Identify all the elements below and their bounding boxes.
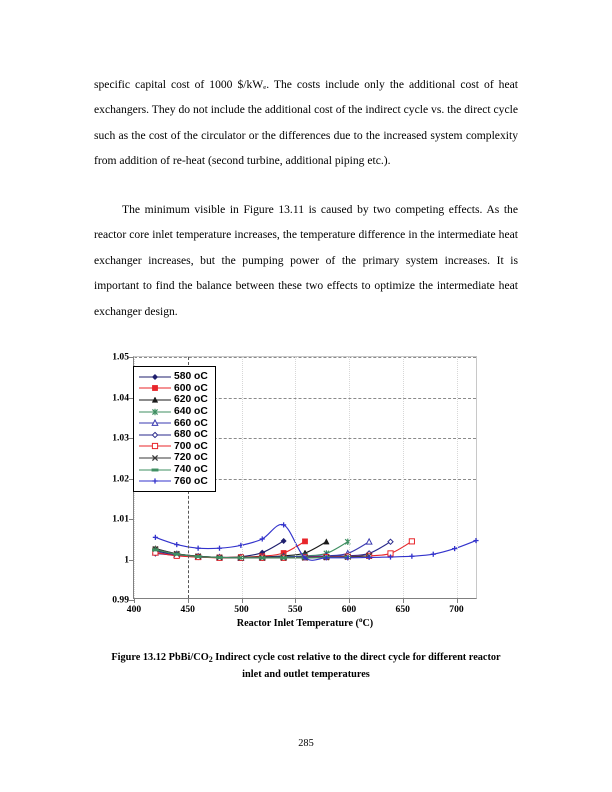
x-axis-tick-mark <box>349 598 350 603</box>
x-axis-tick-mark <box>403 598 404 603</box>
x-axis-tick-mark <box>242 598 243 603</box>
data-point-marker-star-x <box>152 408 157 414</box>
y-axis-tick-label: 1.04 <box>112 392 129 403</box>
legend-label: 760 oC <box>174 475 208 487</box>
data-point-marker-plus <box>431 552 436 557</box>
data-point-marker-filled-bar <box>216 556 222 559</box>
legend-item-640-oc <box>139 406 208 418</box>
x-axis-tick-label: 400 <box>126 604 142 615</box>
data-point-marker-plus <box>217 546 222 551</box>
legend-marker-icon <box>139 371 171 382</box>
body-paragraph-1 <box>94 72 518 174</box>
legend-item-720-oc <box>139 452 208 464</box>
x-axis-tick-label: 450 <box>180 604 195 615</box>
chart-container <box>87 342 527 632</box>
x-axis-label-text: Reactor Inlet Temperature ( <box>236 618 359 629</box>
legend-symbol <box>148 429 162 440</box>
x-axis-tick-mark <box>188 598 189 603</box>
x-axis-tick-label: 600 <box>341 604 357 615</box>
legend-marker-icon <box>139 452 171 463</box>
data-point-marker-filled-bar <box>195 555 201 558</box>
data-point-marker-open-square <box>152 444 157 449</box>
legend-item-600-oc <box>139 383 208 395</box>
data-point-marker-open-diamond <box>388 539 393 544</box>
figure-caption <box>94 650 518 682</box>
caption-part-a: Figure 13.12 PbBi/CO <box>111 652 209 663</box>
legend-marker-icon <box>139 418 171 429</box>
legend-symbol <box>148 383 162 394</box>
y-axis-tick-label: 0.99 <box>112 594 129 606</box>
legend-label: 640 oC <box>174 406 208 418</box>
data-point-marker-filled-square <box>152 386 157 391</box>
y-axis-tick-label: 1 <box>124 554 129 565</box>
gridline-vertical <box>242 357 243 598</box>
data-point-marker-open-square <box>409 539 414 544</box>
data-point-marker-filled-diamond <box>152 374 157 379</box>
legend-label: 740 oC <box>174 464 208 476</box>
gridline-horizontal <box>134 357 476 358</box>
data-point-marker-plus <box>153 535 158 540</box>
data-point-marker-x-cross <box>152 455 157 460</box>
legend-symbol <box>148 452 162 463</box>
x-axis-tick-label: 550 <box>288 604 303 615</box>
gridline-vertical <box>295 357 296 598</box>
data-point-marker-filled-diamond <box>281 538 286 543</box>
caption-subscript: 2 <box>208 655 213 664</box>
chart-legend <box>133 366 216 492</box>
data-point-marker-filled-bar <box>280 557 286 560</box>
x-axis-tick-mark <box>457 598 458 603</box>
x-axis-tick-mark <box>295 598 296 603</box>
data-point-marker-open-triangle <box>152 420 158 425</box>
legend-symbol <box>148 406 162 417</box>
body-paragraph-2 <box>94 197 518 324</box>
gridline-vertical <box>457 357 458 598</box>
legend-symbol <box>148 476 162 487</box>
legend-label: 580 oC <box>174 371 208 383</box>
legend-label: 600 oC <box>174 382 208 394</box>
data-point-marker-open-triangle <box>366 539 372 544</box>
data-point-marker-filled-bar <box>152 468 158 471</box>
page-number: 285 <box>298 738 314 749</box>
x-axis-tick-label: 500 <box>234 604 249 615</box>
y-axis-tick-label: 1.01 <box>112 513 129 525</box>
data-point-marker-filled-triangle <box>324 539 330 544</box>
legend-label: 720 oC <box>174 452 208 464</box>
x-axis-tick-label: 700 <box>449 604 464 615</box>
legend-item-680-oc <box>139 429 208 441</box>
legend-item-660-oc <box>139 417 208 429</box>
y-axis-tick-label: 1.03 <box>112 432 129 444</box>
gridline-vertical <box>349 357 350 598</box>
figure-13-12 <box>87 342 527 632</box>
legend-item-700-oc <box>139 441 208 453</box>
degree-symbol: o <box>358 616 363 624</box>
legend-item-760-oc <box>139 475 208 487</box>
legend-symbol <box>148 464 162 475</box>
data-point-marker-plus <box>152 479 157 484</box>
legend-item-740-oc <box>139 464 208 476</box>
data-point-marker-filled-triangle <box>152 397 158 402</box>
y-axis-tick-label: 1.05 <box>112 351 129 363</box>
legend-marker-icon <box>139 441 171 452</box>
legend-label: 680 oC <box>174 429 208 441</box>
gridline-vertical <box>403 357 404 598</box>
legend-label: 620 oC <box>174 394 208 406</box>
data-point-marker-plus <box>409 554 414 559</box>
legend-item-620-oc <box>139 394 208 406</box>
data-point-marker-open-diamond <box>152 432 157 437</box>
legend-label: 660 oC <box>174 417 208 429</box>
legend-marker-icon <box>139 464 171 475</box>
x-axis-label <box>133 616 477 629</box>
y-axis-tick-label: 1.02 <box>112 473 129 484</box>
legend-label: 700 oC <box>174 440 208 452</box>
figure-caption-line-2: inlet and outlet temperatures <box>242 669 370 680</box>
legend-symbol <box>148 441 162 452</box>
legend-marker-icon <box>139 429 171 440</box>
legend-symbol <box>148 394 162 405</box>
legend-item-580-oc <box>139 371 208 383</box>
paragraph-text: The minimum visible in Figure 13.11 is caused by two competing effects. As the reactor core inlet temperature increases, the temperature difference in the intermediate heat exchanger increases, but the pumping power of the primary system increases. It is important to find the balance between these two effects to optimize the intermediate heat exchanger design. <box>94 203 518 318</box>
x-axis-tick-label: 650 <box>395 604 410 615</box>
data-point-marker-filled-bar <box>174 553 180 556</box>
x-axis-tick-mark <box>134 598 135 603</box>
figure-caption-line-1 <box>94 650 518 667</box>
caption-part-b: Indirect cycle cost relative to the direct cycle for different reactor <box>212 652 501 663</box>
legend-symbol <box>148 418 162 429</box>
x-axis-label-unit: C) <box>362 618 374 629</box>
legend-marker-icon <box>139 383 171 394</box>
data-point-marker-plus <box>473 538 478 543</box>
data-point-marker-plus <box>174 542 179 547</box>
legend-marker-icon <box>139 406 171 417</box>
data-point-marker-plus <box>196 546 201 551</box>
legend-marker-icon <box>139 394 171 405</box>
legend-marker-icon <box>139 476 171 487</box>
data-point-marker-filled-bar <box>152 549 158 552</box>
data-point-marker-filled-bar <box>259 557 265 560</box>
legend-symbol <box>148 371 162 382</box>
data-point-marker-filled-square <box>302 539 307 544</box>
paragraph-text: specific capital cost of 1000 $/kWₑ. The costs include only the additional cost of heat exchangers. They do not include the additional cost of the indirect cycle vs. the direct cycle such as the cost of the circulator or the differences due to the increased system complexity from addition of re-heat (second turbine, additional piping etc.). <box>94 78 518 168</box>
